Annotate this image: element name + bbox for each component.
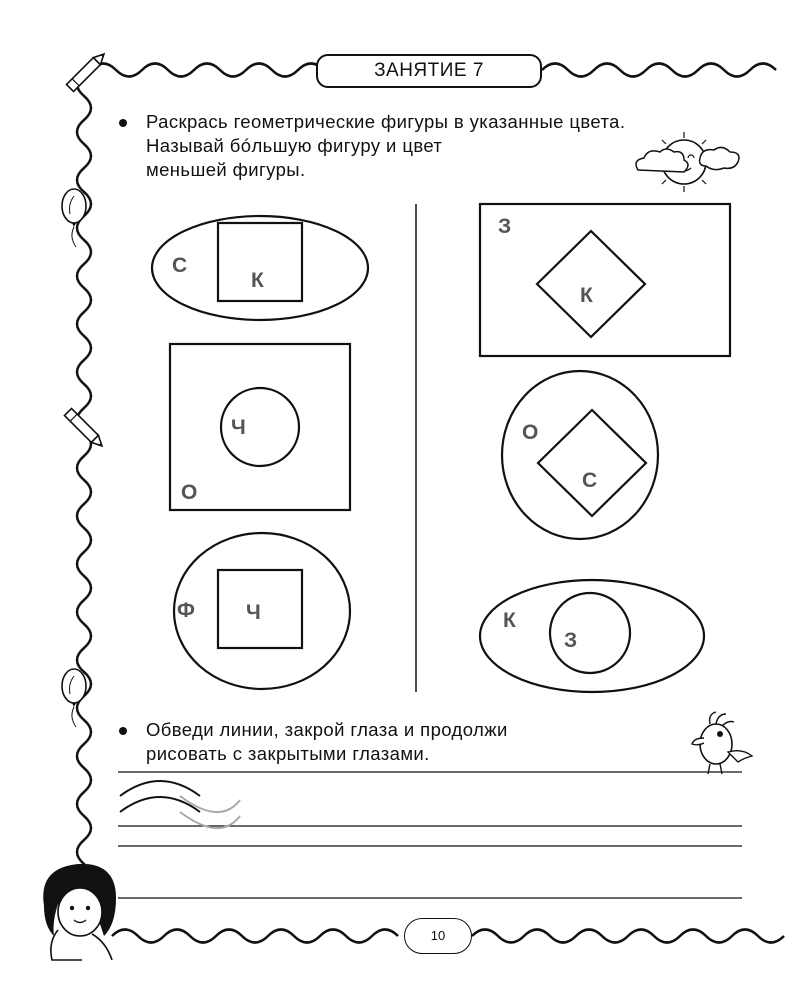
girl-icon [43, 864, 116, 960]
right-fig3-outer-oval[interactable] [480, 580, 704, 692]
sun-clouds-icon [636, 132, 739, 192]
task1-line1: Раскрась геометрические фигуры в указанные цвета. [146, 111, 626, 132]
right-fig1-outer-letter: З [498, 215, 512, 238]
right-fig2-inner-diamond[interactable] [538, 410, 646, 516]
lesson-title: ЗАНЯТИЕ 7 [316, 54, 542, 88]
task1-bullet [119, 119, 127, 127]
writing-lines [118, 772, 742, 898]
right-fig1-inner-letter: К [580, 284, 593, 307]
task2-line1: Обведи линии, закрой глаза и продолжи [146, 719, 508, 740]
left-fig1-inner-letter: К [251, 269, 264, 292]
right-fig3-inner-letter: З [564, 629, 578, 652]
trace-arcs[interactable] [120, 781, 240, 828]
left-fig3-outer-letter: Ф [177, 599, 195, 622]
right-fig1-outer-rectangle[interactable] [480, 204, 730, 356]
right-fig2-outer-circle[interactable] [502, 371, 658, 539]
page-number: 10 [404, 918, 472, 954]
pencil-icon [64, 408, 105, 449]
task1-line3: меньшей фигуры. [146, 159, 306, 180]
left-fig2-inner-letter: Ч [231, 416, 246, 439]
left-fig1-outer-letter: С [172, 254, 188, 277]
left-fig3-inner-letter: Ч [246, 601, 261, 624]
task2-bullet [119, 727, 127, 735]
left-fig2-outer-letter: О [181, 481, 198, 504]
pencil-icon [66, 51, 107, 92]
right-fig3-outer-letter: К [503, 609, 516, 632]
task1-line2: Называй бóльшую фигуру и цвет [146, 135, 443, 156]
right-fig2-outer-letter: О [522, 421, 539, 444]
right-fig3-inner-circle[interactable] [550, 593, 630, 673]
task2-line2: рисовать с закрытыми глазами. [146, 743, 430, 764]
right-fig2-inner-letter: С [582, 469, 598, 492]
left-fig3-outer-circle[interactable] [174, 533, 350, 689]
bird-icon [692, 712, 752, 774]
